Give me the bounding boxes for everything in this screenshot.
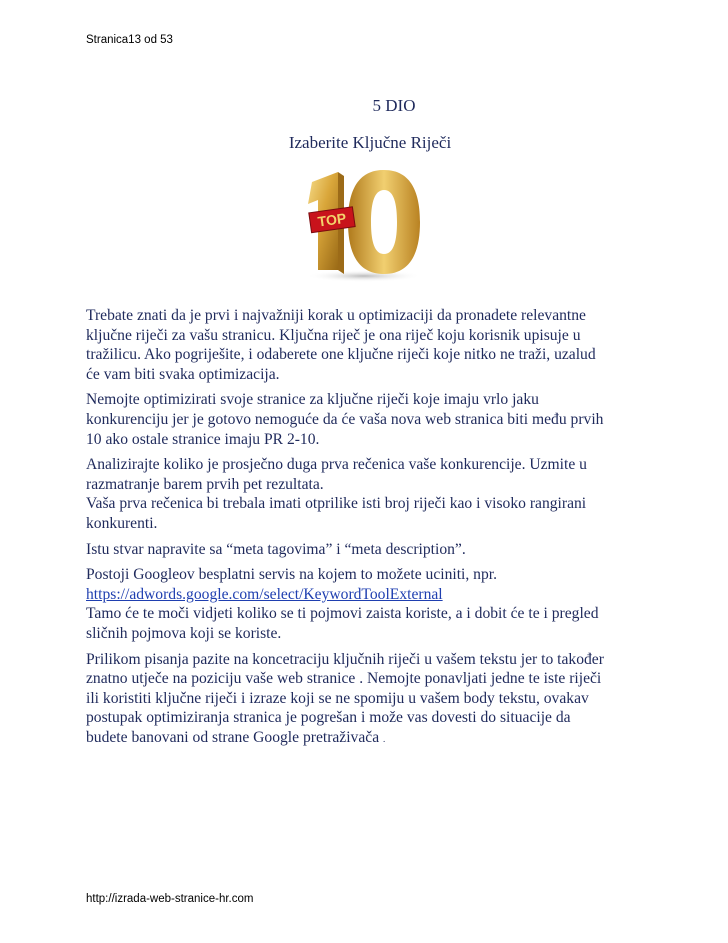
top-10-logo	[298, 170, 426, 282]
chapter-title: Izaberite Ključne Riječi	[288, 133, 452, 152]
top-tag-label: TOP	[316, 209, 348, 230]
digit-zero-shape	[348, 170, 420, 274]
chapter-number: 5 DIO	[372, 96, 416, 115]
paragraph-2: Nemojte optimizirati svoje stranice za ključne riječi koje imaju vrlo jaku konkurenciju jer je gotovo nemoguće da će vaša nova web stranica biti među prvih 10 ako ostale stranice imaju PR 2-10.	[86, 391, 604, 448]
paragraph-4: Istu stvar napravite sa “meta tagovima” i “meta description”.	[86, 540, 466, 558]
footer-url: http://izrada-web-stranice-hr.com	[86, 893, 254, 905]
paragraph-3: Analizirajte koliko je prosječno duga prva rečenica vaše konkurencije. Uzmite u razmatranje barem prvih pet rezultata. Vaša prva rečenica bi trebala imati otprilike isti broj riječi kao i visoko rangirani konkurenti.	[86, 456, 587, 532]
paragraph-6: Prilikom pisanja pazite na koncetraciju ključnih riječi u vašem tekstu jer to također znatno utječe na poziciju vaše web stranice . Nemojte ponavljati jedne te iste riječi ili koristiti ključne riječi i izraze koji se ne spomiju u vašem body tekstu, ovakav postupak optimiziranja stranica je pogrešan i može vas dovesti do situacije da budete banovani od strane Google pretraživača .	[86, 650, 604, 746]
trailing-period: .	[383, 733, 386, 744]
paragraph-1: Trebate znati da je prvi i najvažniji korak u optimizaciji da pronadete relevantne ključne riječi za vašu stranicu. Ključna riječ je ona riječ koju korisnik upisuje u tražilicu. Ako pogriješite, i odaberete one ključne riječi koje nitko ne traži, uzalud će vam biti svaka optimizacija.	[86, 307, 596, 383]
paragraph-5: Postoji Googleov besplatni servis na kojem to možete uciniti, npr. https://adwords.google.com/select/KeywordToolExternal Tamo će te moči vidjeti koliko se ti pojmovi zaista koriste, a i dobit će te i pregled sličnih pojmova koji se koriste.	[86, 566, 599, 642]
keyword-tool-link[interactable]: https://adwords.google.com/select/KeywordToolExternal	[86, 585, 443, 603]
body-text	[86, 306, 656, 755]
page-number-header: Stranica13 od 53	[86, 34, 173, 46]
